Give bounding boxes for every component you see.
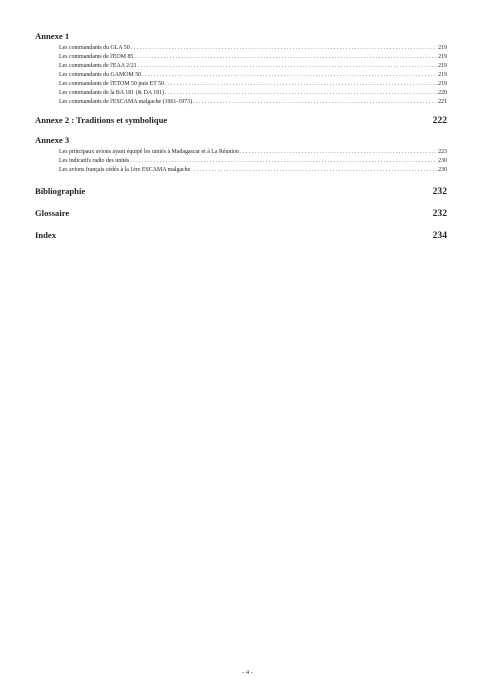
entry-page: 219 <box>438 45 447 51</box>
toc-entry-list <box>59 44 447 107</box>
toc-section-annexe-2 <box>35 115 447 126</box>
entry-title: Les avions français cédés à la 1ère ESCAMA malgache <box>59 167 191 173</box>
toc-entry[interactable] <box>59 71 447 80</box>
toc-entry[interactable] <box>59 98 447 107</box>
entry-title: Les commandants de l'EOM 85 <box>59 54 134 60</box>
dot-leader <box>165 80 437 89</box>
entry-page: 219 <box>438 72 447 78</box>
section-heading[interactable] <box>35 115 447 126</box>
section-title: Annexe 3 <box>35 135 70 145</box>
entry-title: Les principaux avions ayant équipé les unités à Madagascar et à La Réunion <box>59 149 239 155</box>
table-of-contents <box>35 31 447 241</box>
section-page: 232 <box>432 208 447 219</box>
section-title: Index <box>35 230 57 240</box>
toc-entry[interactable] <box>59 89 447 98</box>
entry-title: Les indicatifs radio des unités <box>59 158 130 164</box>
section-page: 232 <box>432 186 447 197</box>
toc-entry[interactable] <box>59 62 447 71</box>
dot-leader <box>193 98 437 107</box>
section-title: Glossaire <box>35 208 70 218</box>
entry-title: Les commandants de l'EAA 2/21 <box>59 63 137 69</box>
section-heading[interactable] <box>35 135 447 146</box>
toc-entry[interactable] <box>59 157 447 166</box>
toc-section-annexe-3 <box>35 135 447 175</box>
entry-title: Les commandants de l'ETOM 50 puis ET 50 <box>59 81 165 87</box>
section-page: 234 <box>432 230 447 241</box>
dot-leader <box>130 157 437 166</box>
entry-page: 219 <box>438 63 447 69</box>
dot-leader <box>165 89 437 98</box>
toc-entry[interactable] <box>59 53 447 62</box>
entry-page: 221 <box>438 99 447 105</box>
toc-entry[interactable] <box>59 44 447 53</box>
dot-leader <box>138 62 438 71</box>
toc-section-index <box>35 230 447 241</box>
entry-page: 230 <box>438 167 447 173</box>
entry-page: 230 <box>438 158 447 164</box>
page-number: - 4 - <box>242 669 253 676</box>
entry-title: Les commandants de la BA 181 (& DA 181) <box>59 90 165 96</box>
dot-leader <box>191 166 437 175</box>
toc-entry[interactable] <box>59 80 447 89</box>
section-title: Annexe 1 <box>35 31 70 41</box>
section-page: 222 <box>432 115 447 126</box>
toc-entry[interactable] <box>59 148 447 157</box>
section-heading[interactable] <box>35 208 447 219</box>
dot-leader <box>142 71 437 80</box>
section-title: Bibliographie <box>35 186 86 196</box>
entry-title: Les commandants de l'ESCAMA malgache (1961-1973) <box>59 99 193 105</box>
toc-section-annexe-1 <box>35 31 447 107</box>
dot-leader <box>240 148 437 157</box>
entry-title: Les commandants du GLA 50 <box>59 45 130 51</box>
toc-section-bibliographie <box>35 186 447 197</box>
dot-leader <box>131 44 437 53</box>
entry-page: 219 <box>438 54 447 60</box>
entry-page: 223 <box>438 149 447 155</box>
section-heading[interactable] <box>35 230 447 241</box>
entry-page: 219 <box>438 81 447 87</box>
entry-page: 220 <box>438 90 447 96</box>
section-title: Annexe 2 : Traditions et symbolique <box>35 115 168 125</box>
toc-entry-list <box>59 148 447 175</box>
toc-section-glossaire <box>35 208 447 219</box>
dot-leader <box>134 53 437 62</box>
section-heading[interactable] <box>35 186 447 197</box>
entry-title: Les commandants du GAMOM 50 <box>59 72 142 78</box>
toc-entry[interactable] <box>59 166 447 175</box>
section-heading[interactable] <box>35 31 447 42</box>
